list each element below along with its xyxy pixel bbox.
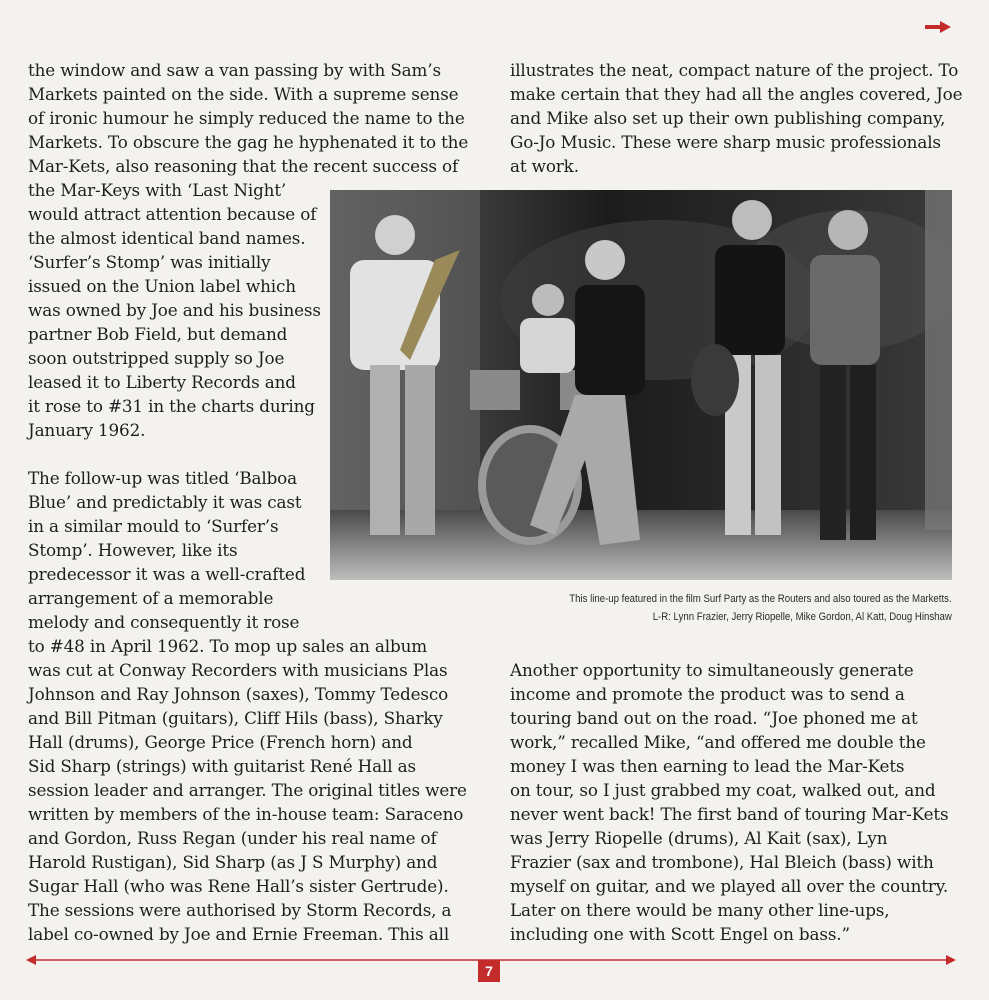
text-line: Markets painted on the side. With a supreme sense xyxy=(28,84,459,104)
text-line: label co-owned by Joe and Ernie Freeman. This all xyxy=(28,924,450,944)
page-number: 7 xyxy=(478,960,500,982)
text-line: Blue’ and predictably it was cast xyxy=(28,492,302,512)
text-line: was cut at Conway Recorders with musicians Plas xyxy=(28,660,448,680)
text-line: on tour, so I just grabbed my coat, walked out, and xyxy=(510,780,936,800)
text-line: the almost identical band names. xyxy=(28,228,306,248)
text-line: melody and consequently it rose xyxy=(28,612,300,632)
text-line: and Gordon, Russ Regan (under his real name of xyxy=(28,828,437,848)
text-line: Mar-Kets, also reasoning that the recent success of xyxy=(28,156,459,176)
text-line: Hall (drums), George Price (French horn) and xyxy=(28,732,413,752)
text-line: Later on there would be many other line-ups, xyxy=(510,900,890,920)
text-line: Frazier (sax and trombone), Hal Bleich (bass) with xyxy=(510,852,934,872)
text-line: it rose to #31 in the charts during xyxy=(28,396,315,416)
text-line: Stomp’. However, like its xyxy=(28,540,238,560)
text-line: and Bill Pitman (guitars), Cliff Hils (bass), Sharky xyxy=(28,708,443,728)
text-line: work,” recalled Mike, “and offered me double the xyxy=(510,732,926,752)
text-line: would attract attention because of xyxy=(28,204,317,224)
text-line: leased it to Liberty Records and xyxy=(28,372,296,392)
text-line: in a similar mould to ‘Surfer’s xyxy=(28,516,279,536)
text-line: ‘Surfer’s Stomp’ was initially xyxy=(28,252,271,272)
text-line: income and promote the product was to send a xyxy=(510,684,905,704)
text-line: Harold Rustigan), Sid Sharp (as J S Murphy) and xyxy=(28,852,438,872)
text-line: of ironic humour he simply reduced the name to the xyxy=(28,108,465,128)
text-line: Sugar Hall (who was Rene Hall’s sister Gertrude). xyxy=(28,876,449,896)
text-line: make certain that they had all the angles covered, Joe xyxy=(510,84,963,104)
text-line: the Mar-Keys with ‘Last Night’ xyxy=(28,180,287,200)
text-line: written by members of the in-house team: Saraceno xyxy=(28,804,464,824)
text-line: including one with Scott Engel on bass.” xyxy=(510,924,850,944)
text-line: myself on guitar, and we played all over the country. xyxy=(510,876,949,896)
text-line: session leader and arranger. The original titles were xyxy=(28,780,467,800)
photo-caption-line-1: This line-up featured in the film Surf Party as the Routers and also toured as the Marketts. xyxy=(569,593,952,605)
text-line: was owned by Joe and his business xyxy=(28,300,321,320)
text-line: January 1962. xyxy=(28,420,146,440)
text-line: to #48 in April 1962. To mop up sales an album xyxy=(28,636,428,656)
text-line: touring band out on the road. “Joe phoned me at xyxy=(510,708,918,728)
band-photo xyxy=(330,190,952,580)
text-line: was Jerry Riopelle (drums), Al Kait (sax), Lyn xyxy=(510,828,888,848)
text-line: illustrates the neat, compact nature of the project. To xyxy=(510,60,959,80)
arrow-right-icon xyxy=(925,20,951,34)
text-line: at work. xyxy=(510,156,579,176)
text-line: Markets. To obscure the gag he hyphenated it to the xyxy=(28,132,469,152)
text-line: predecessor it was a well-crafted xyxy=(28,564,306,584)
text-line: money I was then earning to lead the Mar-Kets xyxy=(510,756,905,776)
text-line: issued on the Union label which xyxy=(28,276,296,296)
text-line: and Mike also set up their own publishing company, xyxy=(510,108,946,128)
text-line: Sid Sharp (strings) with guitarist René Hall as xyxy=(28,756,416,776)
text-line: never went back! The first band of touring Mar-Kets xyxy=(510,804,949,824)
photo-caption-line-2: L-R: Lynn Frazier, Jerry Riopelle, Mike Gordon, Al Katt, Doug Hinshaw xyxy=(652,611,952,623)
text-line: The sessions were authorised by Storm Records, a xyxy=(28,900,452,920)
text-line: Go-Jo Music. These were sharp music professionals xyxy=(510,132,941,152)
text-line: arrangement of a memorable xyxy=(28,588,274,608)
text-line: the window and saw a van passing by with Sam’s xyxy=(28,60,441,80)
text-line: partner Bob Field, but demand xyxy=(28,324,288,344)
text-line: Another opportunity to simultaneously generate xyxy=(510,660,914,680)
text-line: soon outstripped supply so Joe xyxy=(28,348,285,368)
text-line: Johnson and Ray Johnson (saxes), Tommy Tedesco xyxy=(28,684,449,704)
text-line: The follow-up was titled ‘Balboa xyxy=(28,468,297,488)
